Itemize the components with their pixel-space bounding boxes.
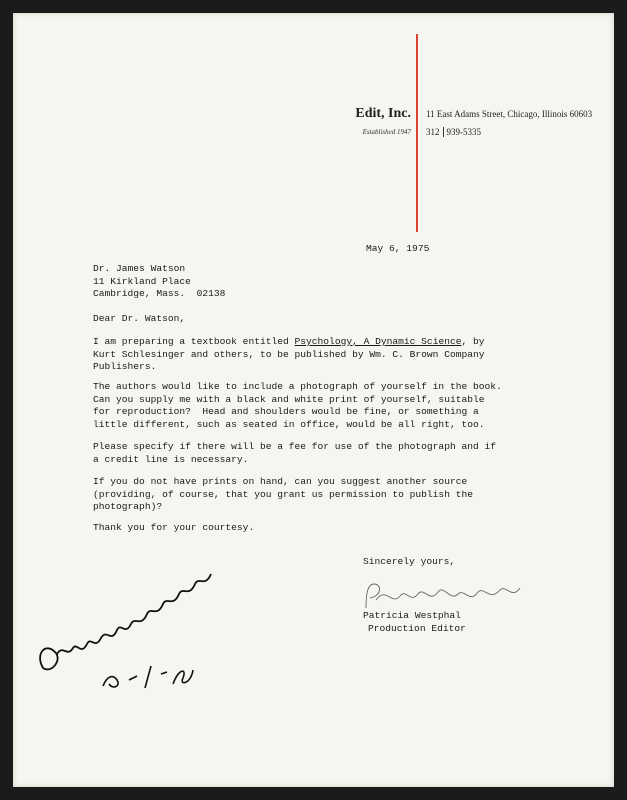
company-name: Edit, Inc. [355, 106, 411, 121]
paragraph-4 [93, 476, 473, 514]
paragraph-line: Can you supply me with a black and white print of yourself, suitable [93, 393, 485, 405]
letterhead-accent-rule [416, 34, 418, 232]
recipient-line: 11 Kirkland Place [93, 275, 191, 287]
paragraph-line: If you do not have prints on hand, can you suggest another source [93, 476, 468, 487]
company-address: 11 East Adams Street, Chicago, Illinois 60603 [426, 109, 593, 119]
established-year: Established 1947 [362, 128, 411, 136]
paragraph-line [93, 336, 485, 349]
phone-number: 939-5335 [446, 127, 481, 137]
paragraph-line: Please specify if there will be a fee for use of the photograph and if [93, 441, 497, 452]
paragraph-3 [93, 441, 496, 466]
sender-title: Production Editor [368, 623, 466, 634]
recipient-address [93, 263, 225, 301]
line-text: I am preparing a textbook entitled [93, 336, 295, 347]
closing: Sincerely yours, [363, 556, 456, 567]
line-text: , by [461, 336, 485, 347]
phone-separator [443, 127, 444, 137]
paragraph-line: little different, such as seated in office, would be all right, too. [93, 418, 485, 430]
paragraph-line: The authors would like to include a photograph of yourself in the book. [93, 381, 502, 392]
paragraph-2 [93, 381, 502, 431]
paragraph-1 [93, 336, 485, 374]
salutation: Dear Dr. Watson, [93, 313, 186, 324]
company-phone [426, 127, 481, 137]
paragraph-line: Publishers. [93, 361, 157, 373]
book-title: Psychology, A Dynamic Science [294, 336, 462, 347]
sender-name: Patricia Westphal [363, 610, 461, 621]
recipient-line: Cambridge, Mass. 02138 [93, 288, 226, 300]
paragraph-line: photograph)? [93, 501, 163, 513]
letter-page [13, 13, 614, 787]
recipient-line: Dr. James Watson [93, 263, 186, 274]
paragraph-line: (providing, of course, that you grant us permission to publish the [93, 488, 473, 500]
phone-area-code: 312 [426, 127, 440, 137]
paragraph-line: for reproduction? Head and shoulders would be fine, or something a [93, 406, 479, 418]
handwritten-note [33, 558, 233, 698]
letter-date: May 6, 1975 [366, 243, 430, 254]
handwritten-signature [360, 578, 530, 614]
paragraph-line: a credit line is necessary. [93, 453, 249, 465]
thanks-line: Thank you for your courtesy. [93, 522, 255, 533]
paragraph-line: Kurt Schlesinger and others, to be published by Wm. C. Brown Company [93, 348, 485, 360]
